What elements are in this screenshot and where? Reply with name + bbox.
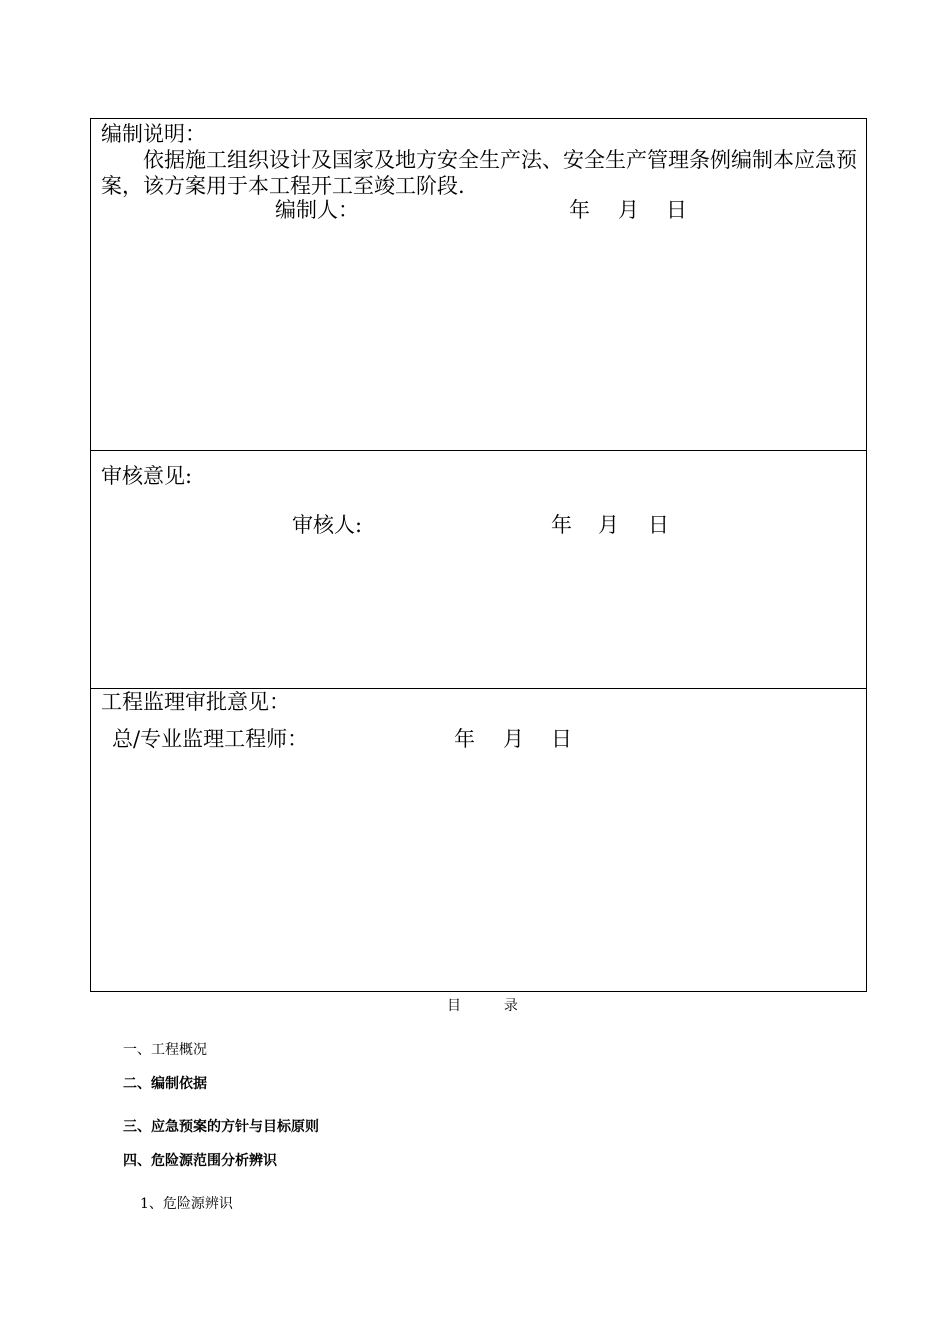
review-heading: 审核意见: [101,464,193,488]
toc-item[interactable]: 三、应急预案的方针与目标原则 [123,1119,319,1135]
approval-form [90,118,867,992]
supervision-day: 日 [551,727,572,751]
supervision-signer-label: 总/专业监理工程师： [112,727,309,751]
review-month: 月 [598,513,619,537]
review-year: 年 [551,513,572,537]
toc-title [447,996,518,1016]
compile-month: 月 [618,198,639,222]
compile-heading: 编制说明： [101,122,206,146]
supervision-section [91,689,866,991]
review-day: 日 [648,513,669,537]
toc-item[interactable]: 二、编制依据 [123,1076,207,1092]
toc-title-right: 录 [503,998,518,1014]
toc-title-left: 目 [447,998,461,1014]
supervision-month: 月 [503,727,524,751]
supervision-year: 年 [454,727,475,751]
compile-paragraph: 依据施工组织设计及国家及地方安全生产法、安全生产管理条例编制本应急预案，该方案用于本工程开工至竣工阶段. [101,148,857,198]
review-signer-label: 审核人: [292,513,363,537]
compile-year: 年 [569,198,590,222]
compile-section [91,119,866,450]
compile-signer-label: 编制人： [275,198,359,222]
supervision-heading: 工程监理审批意见： [101,690,290,714]
compile-day: 日 [666,198,687,222]
toc-item[interactable]: 四、危险源范围分析辨识 [123,1153,277,1169]
review-section [91,451,866,688]
toc-item[interactable]: 1、危险源辨识 [140,1196,233,1212]
toc-item[interactable]: 一、工程概况 [123,1042,207,1058]
